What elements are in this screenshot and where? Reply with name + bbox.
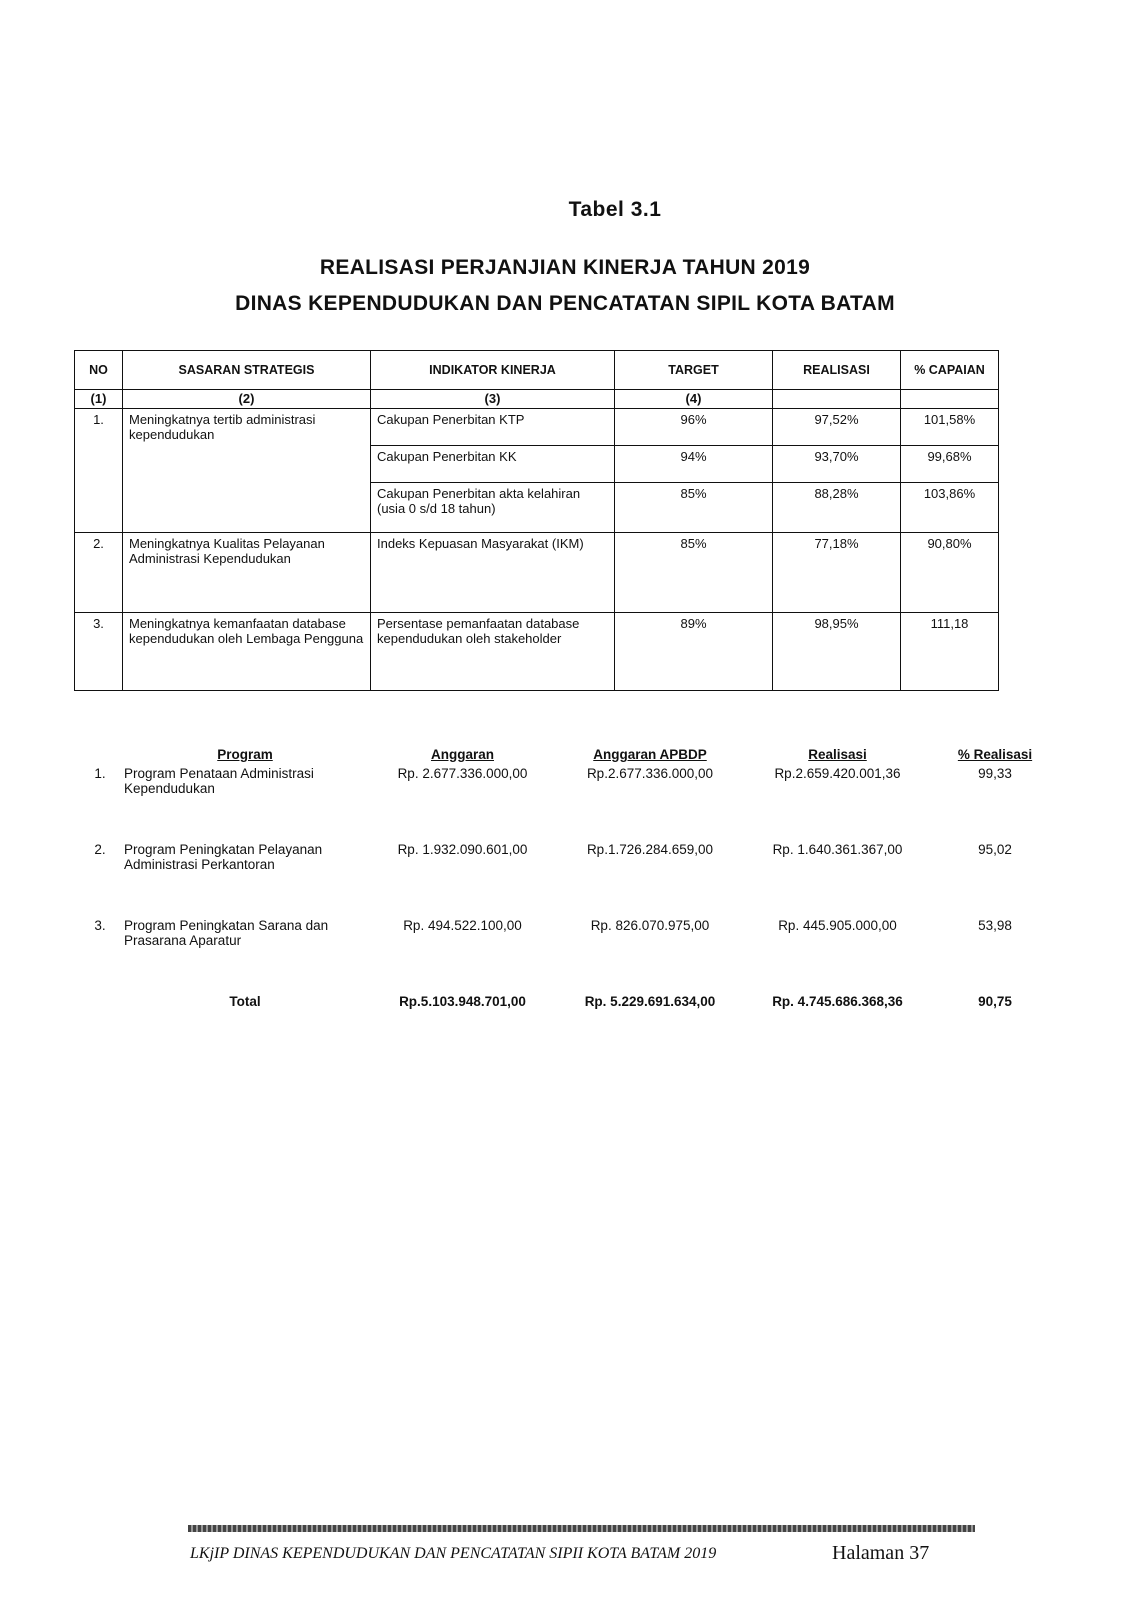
prog-name: Program Penataan Administrasi Kependudukan bbox=[124, 766, 314, 796]
prog-persen: 95,02 bbox=[978, 842, 1012, 857]
row-indikator: Indeks Kepuasan Masyarakat (IKM) bbox=[371, 533, 615, 613]
row-realisasi: 97,52% bbox=[773, 409, 901, 446]
prog-anggaran: Rp. 1.932.090.601,00 bbox=[397, 842, 528, 857]
row-realisasi: 93,70% bbox=[773, 446, 901, 483]
prog-name: Program Peningkatan Pelayanan Administrasi Perkantoran bbox=[124, 842, 323, 872]
prog-name: Program Peningkatan Sarana dan Prasarana Aparatur bbox=[124, 918, 329, 948]
prog-realisasi: Rp. 1.640.361.367,00 bbox=[772, 842, 903, 857]
row-sasaran: Meningkatnya Kualitas Pelayanan Administrasi Kependudukan bbox=[123, 533, 371, 613]
header-sasaran: SASARAN STRATEGIS bbox=[123, 351, 371, 390]
total-label: Total bbox=[229, 994, 261, 1009]
table-caption: Tabel 3.1 bbox=[568, 198, 662, 221]
prog-apbdp: Rp. 826.070.975,00 bbox=[590, 918, 710, 933]
row-target: 85% bbox=[615, 533, 773, 613]
program-header-row bbox=[80, 745, 1060, 764]
row-indikator: Cakupan Penerbitan KK bbox=[371, 446, 615, 483]
prog-apbdp: Rp.1.726.284.659,00 bbox=[586, 842, 714, 857]
table-row bbox=[75, 409, 999, 446]
row-no: 3. bbox=[75, 613, 123, 691]
row-target: 89% bbox=[615, 613, 773, 691]
colnum-3: (3) bbox=[371, 390, 615, 409]
row-indikator: Cakupan Penerbitan akta kelahiran (usia 0 s/d 18 tahun) bbox=[371, 483, 615, 533]
total-row bbox=[80, 992, 1060, 1011]
prog-persen: 53,98 bbox=[978, 918, 1012, 933]
prog-anggaran: Rp. 494.522.100,00 bbox=[403, 918, 522, 933]
prog-persen: 99,33 bbox=[978, 766, 1012, 781]
column-number-row bbox=[75, 390, 999, 409]
page-number: Halaman 37 bbox=[832, 1542, 930, 1564]
header-anggaran: Anggaran bbox=[430, 747, 494, 762]
row-no: 2. bbox=[75, 533, 123, 613]
total-spacer bbox=[80, 992, 120, 1011]
colnum-5 bbox=[773, 390, 901, 409]
footer-text: LKjIP DINAS KEPENDUDUKAN DAN PENCATATAN SIPII KOTA BATAM 2019 bbox=[190, 1545, 717, 1562]
row-capaian: 101,58% bbox=[901, 409, 999, 446]
table-row bbox=[75, 533, 999, 613]
kinerja-table bbox=[74, 350, 999, 691]
row-sasaran: Meningkatnya tertib administrasi kependudukan bbox=[123, 409, 371, 533]
row-sasaran: Meningkatnya kemanfaatan database kependudukan oleh Lembaga Pengguna bbox=[123, 613, 371, 691]
prog-no: 3. bbox=[94, 918, 106, 933]
total-anggaran: Rp.5.103.948.701,00 bbox=[399, 994, 526, 1009]
prog-realisasi: Rp. 445.905.000,00 bbox=[778, 918, 897, 933]
row-no: 1. bbox=[75, 409, 123, 533]
header-realisasi: REALISASI bbox=[773, 351, 901, 390]
page-title-line2: DINAS KEPENDUDUKAN DAN PENCATATAN SIPIL KOTA BATAM bbox=[235, 292, 895, 315]
header-apbdp: Anggaran APBDP bbox=[593, 747, 707, 762]
row-capaian: 99,68% bbox=[901, 446, 999, 483]
header-indikator: INDIKATOR KINERJA bbox=[371, 351, 615, 390]
page-title-line1: REALISASI PERJANJIAN KINERJA TAHUN 2019 bbox=[319, 256, 811, 279]
program-header-spacer bbox=[80, 745, 120, 764]
row-realisasi: 98,95% bbox=[773, 613, 901, 691]
colnum-4: (4) bbox=[615, 390, 773, 409]
table-row bbox=[80, 764, 1060, 840]
program-table bbox=[80, 745, 1060, 1011]
prog-realisasi: Rp.2.659.420.001,36 bbox=[774, 766, 901, 781]
colnum-6 bbox=[901, 390, 999, 409]
footer-divider bbox=[188, 1525, 975, 1532]
row-target: 94% bbox=[615, 446, 773, 483]
prog-apbdp: Rp.2.677.336.000,00 bbox=[586, 766, 714, 781]
kinerja-header-row bbox=[75, 351, 999, 390]
total-realisasi: Rp. 4.745.686.368,36 bbox=[772, 994, 903, 1009]
colnum-1: (1) bbox=[75, 390, 123, 409]
row-capaian: 90,80% bbox=[901, 533, 999, 613]
header-prog-realisasi: Realisasi bbox=[808, 747, 867, 762]
row-capaian: 111,18 bbox=[901, 613, 999, 691]
header-target: TARGET bbox=[615, 351, 773, 390]
row-capaian: 103,86% bbox=[901, 483, 999, 533]
row-indikator: Persentase pemanfaatan database kependudukan oleh stakeholder bbox=[371, 613, 615, 691]
total-apbdp: Rp. 5.229.691.634,00 bbox=[584, 994, 716, 1009]
prog-no: 1. bbox=[94, 766, 106, 781]
row-realisasi: 77,18% bbox=[773, 533, 901, 613]
prog-anggaran: Rp. 2.677.336.000,00 bbox=[397, 766, 528, 781]
header-capaian: % CAPAIAN bbox=[901, 351, 999, 390]
table-row bbox=[80, 840, 1060, 916]
row-indikator: Cakupan Penerbitan KTP bbox=[371, 409, 615, 446]
table-row bbox=[75, 613, 999, 691]
total-persen: 90,75 bbox=[978, 994, 1012, 1009]
table-row bbox=[80, 916, 1060, 992]
header-persen-realisasi: % Realisasi bbox=[957, 747, 1033, 762]
header-no: NO bbox=[75, 351, 123, 390]
row-realisasi: 88,28% bbox=[773, 483, 901, 533]
colnum-2: (2) bbox=[123, 390, 371, 409]
row-target: 96% bbox=[615, 409, 773, 446]
header-program: Program bbox=[217, 747, 273, 762]
row-target: 85% bbox=[615, 483, 773, 533]
prog-no: 2. bbox=[94, 842, 106, 857]
